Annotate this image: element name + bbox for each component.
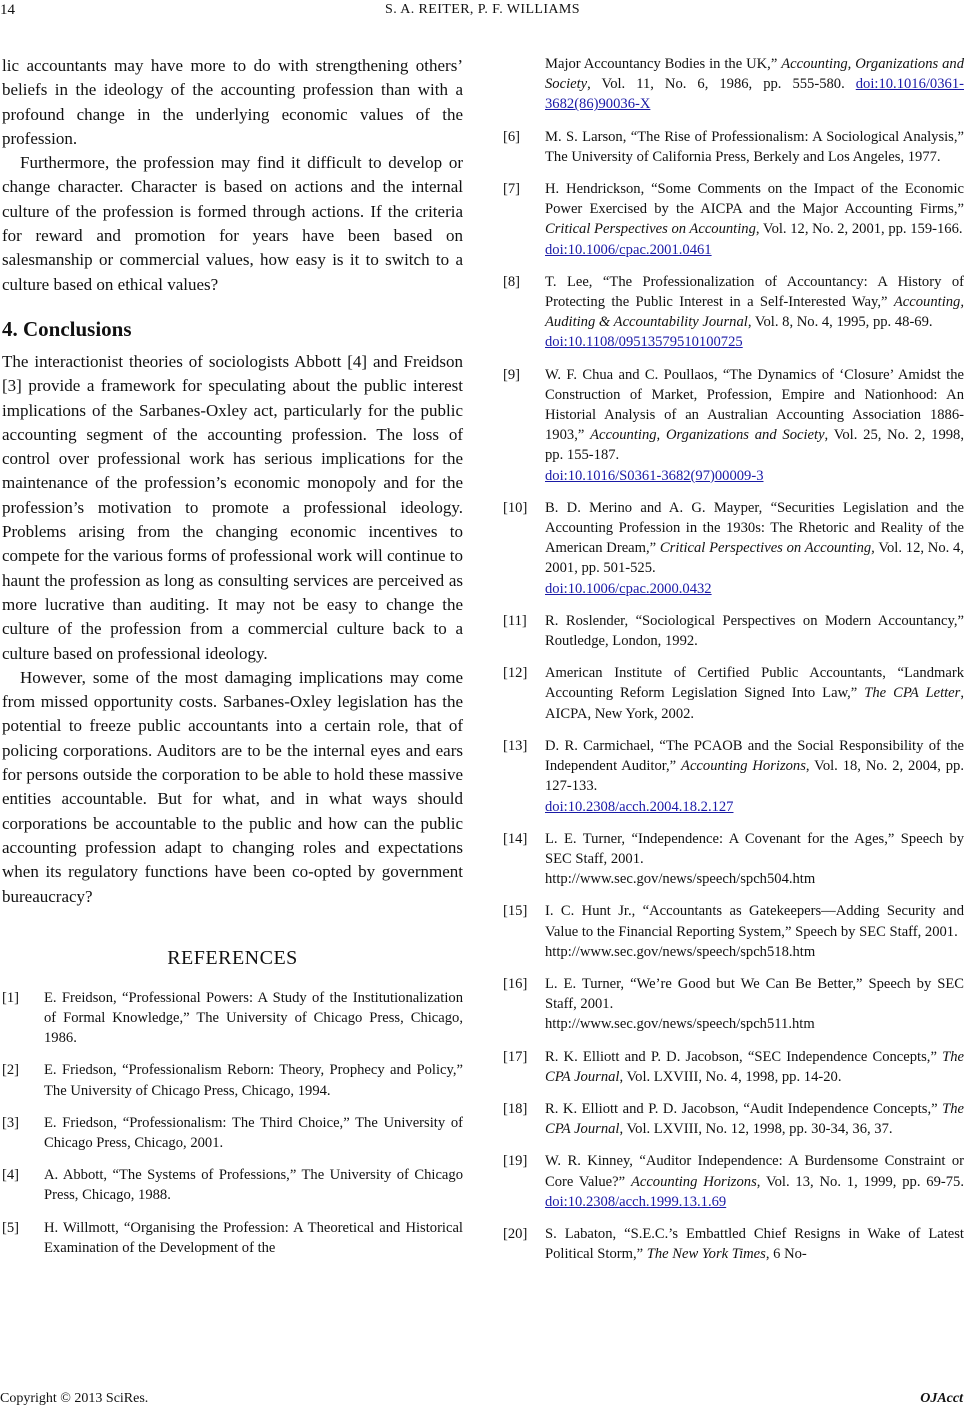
reference-text	[545, 1151, 964, 1212]
reference-number: [9]	[503, 366, 521, 383]
reference-body: R. Roslender, “Sociological Perspectives on Modern Accountancy,” Routledge, London, 1992.	[545, 612, 964, 650]
doi-link[interactable]: doi:10.1006/cpac.2001.0461	[545, 241, 712, 258]
reference-number: [1]	[2, 989, 20, 1006]
reference-body: L. E. Turner, “We’re Good but We Can Be Better,” Speech by SEC Staff, 2001.	[545, 975, 964, 1013]
reference-body: American Institute of Certified Public Accountants, “Landmark Accounting Reform Legislation Signed Into Law,”	[545, 665, 964, 702]
reference-text	[545, 1047, 964, 1087]
reference-number: [19]	[503, 1153, 528, 1170]
doi-link[interactable]: doi:10.1016/0361-3682(86)90036-X	[545, 76, 964, 113]
right-column	[503, 54, 964, 1276]
reference-text	[545, 272, 964, 353]
paragraph: The interactionist theories of sociologists Abbott [4] and Freidson [3] provide a framework for speculating about the public interest implications of the Sarbanes-Oxley act, particularly for the public accounting segment of the accounting profession. The loss of control over professional work has serious implications for the maintenance of the profession’s economic monopoly and for the profession’s motivation to promote a professional ideology. Problems arising from the changing economic incentives to compete for the various forms of professional work will continue to haunt the profession as long as consulting services are perceived as more lucrative than auditing. It may not be easy to change the culture of the profession from a commercial culture back to a culture based on professional ideology.	[2, 351, 463, 663]
reference-item	[2, 1218, 463, 1258]
left-column	[2, 54, 463, 1270]
reference-text	[545, 974, 964, 1035]
reference-source-title: Accounting Horizons	[681, 758, 806, 775]
reference-list	[503, 54, 964, 1264]
reference-number: [11]	[503, 612, 527, 629]
reference-item	[503, 829, 964, 890]
reference-body: H. Hendrickson, “Some Comments on the Impact of the Economic Power Exercised by the AICPA and the Major Accounting Firms,”	[545, 181, 964, 218]
reference-text	[545, 1224, 964, 1264]
reference-source-title: Critical Perspectives on Accounting,	[659, 540, 875, 557]
reference-text	[545, 736, 964, 817]
reference-url: http://www.sec.gov/news/speech/spch504.htm	[545, 871, 816, 888]
reference-text	[545, 54, 964, 115]
reference-details: Vol. 12, No. 4, 2001, pp. 501-525.	[545, 540, 964, 577]
reference-body: M. S. Larson, “The Rise of Professionalism: A Sociological Analysis,” The University of California Press, Berkely and Los Angeles, 1977.	[545, 128, 964, 165]
reference-body: E. Friedson, “Professionalism Reborn: Theory, Prophecy and Policy,” The University of Chicago Press, Chicago, 1994.	[44, 1062, 463, 1099]
reference-url: http://www.sec.gov/news/speech/spch511.htm	[545, 1016, 815, 1033]
reference-number: [2]	[2, 1062, 20, 1079]
reference-item	[503, 1099, 964, 1139]
reference-number: [8]	[503, 273, 521, 290]
reference-text	[545, 829, 964, 890]
section-heading: 4. Conclusions	[2, 316, 132, 341]
reference-number: [12]	[503, 665, 528, 682]
doi-link[interactable]: doi:10.2308/acch.2004.18.2.127	[545, 798, 734, 815]
page-number: 14	[0, 2, 15, 18]
reference-text	[545, 365, 964, 486]
reference-item	[2, 1165, 463, 1205]
paragraph: Furthermore, the profession may find it difficult to develop or change character. Character is based on actions and the internal culture of the profession is formed through actions. If the criteria for reward and promotion for years have been based on salesmanship or commercial values, how easy is it to switch to a culture based on ethical values?	[2, 153, 463, 294]
reference-number: [15]	[503, 903, 528, 920]
reference-source-title: Accounting, Auditing & Accountability Journal	[545, 294, 964, 331]
reference-number: [16]	[503, 975, 528, 992]
reference-item	[503, 611, 964, 651]
reference-details: , Vol. 12, No. 2, 2001, pp. 159-166.	[755, 221, 963, 238]
doi-link[interactable]: doi:10.1006/cpac.2000.0432	[545, 580, 712, 597]
reference-item	[503, 272, 964, 353]
reference-text	[545, 663, 964, 724]
reference-number: [18]	[503, 1100, 528, 1117]
reference-number: [3]	[2, 1114, 20, 1131]
reference-text	[545, 498, 964, 599]
reference-source-title: Critical Perspectives on Accounting	[545, 221, 756, 238]
reference-body: R. K. Elliott and P. D. Jacobson, “Audit Independence Concepts,”	[545, 1100, 943, 1117]
reference-body: E. Freidson, “Professional Powers: A Study of the Institutionalization of Formal Knowledge,” The University of Chicago Press, Chicago, 1986.	[44, 989, 463, 1047]
reference-item	[503, 1224, 964, 1264]
reference-number: [20]	[503, 1225, 528, 1242]
page-header	[0, 0, 965, 26]
reference-body: L. E. Turner, “Independence: A Covenant for the Ages,” Speech by SEC Staff, 2001.	[545, 830, 964, 867]
reference-text	[44, 988, 463, 1049]
reference-body: I. C. Hunt Jr., “Accountants as Gatekeepers—Adding Security and Value to the Financial Reporting System,” Speech by SEC Staff, 2001.	[545, 903, 964, 940]
reference-number: [6]	[503, 128, 521, 145]
reference-item	[503, 1151, 964, 1212]
reference-item	[503, 1047, 964, 1087]
reference-source-title: The CPA Letter	[864, 685, 961, 702]
reference-url: http://www.sec.gov/news/speech/spch518.htm	[545, 943, 816, 960]
reference-number: [5]	[2, 1219, 20, 1236]
reference-number: [7]	[503, 181, 521, 198]
reference-text	[545, 127, 964, 167]
reference-item	[2, 988, 463, 1049]
running-title: S. A. REITER, P. F. WILLIAMS	[385, 2, 580, 17]
reference-number: [10]	[503, 499, 528, 516]
reference-details: , 6 No-	[765, 1246, 807, 1263]
reference-item	[503, 901, 964, 962]
reference-text	[545, 901, 964, 962]
reference-item	[2, 1113, 463, 1153]
reference-item	[503, 365, 964, 486]
reference-text	[44, 1165, 463, 1205]
reference-source-title: The CPA Journal	[545, 1100, 964, 1138]
reference-body: W. R. Kinney, “Auditor Independence: A Burdensome Constraint or Core Value?”	[545, 1153, 964, 1190]
reference-item	[503, 127, 964, 167]
reference-details: , Vol. LXVIII, No. 12, 1998, pp. 30-34, 36, 37.	[619, 1121, 893, 1138]
copyright-notice: Copyright © 2013 SciRes.	[0, 1391, 149, 1406]
reference-body: R. K. Elliott and P. D. Jacobson, “SEC Independence Concepts,”	[545, 1048, 943, 1065]
reference-body: W. F. Chua and C. Poullaos, “The Dynamics of ‘Closure’ Amidst the Construction of Market, Profession, Empire and Nationhood: An Historial Analysis of an Australian Accounting Association 1886-1903,”	[545, 366, 964, 444]
reference-text	[44, 1113, 463, 1153]
reference-details: , AICPA, New York, 2002.	[545, 685, 964, 722]
reference-item	[503, 663, 964, 724]
reference-source-title: Accounting Horizons	[630, 1173, 757, 1190]
reference-text	[44, 1218, 463, 1258]
reference-body: A. Abbott, “The Systems of Professions,” The University of Chicago Press, Chicago, 1988.	[44, 1167, 463, 1204]
paragraph: lic accountants may have more to do with strengthening others’ beliefs in the ideology of the accounting profession than with a profound change in the underlying economic values of the profession.	[2, 56, 463, 148]
references-heading: REFERENCES	[167, 946, 298, 969]
reference-details: , Vol. 11, No. 6, 1986, pp. 555-580.	[587, 76, 856, 93]
reference-item	[503, 54, 964, 115]
reference-body: H. Willmott, “Organising the Profession: A Theoretical and Historical Examination of the Development of the	[44, 1219, 463, 1256]
reference-source-title: The CPA Journal	[545, 1048, 964, 1085]
reference-source-title: Accounting, Organizations and Society	[590, 427, 825, 444]
reference-text	[545, 1099, 964, 1139]
reference-item	[503, 179, 964, 260]
reference-number: [17]	[503, 1048, 528, 1065]
reference-body: S. Labaton, “S.E.C.’s Embattled Chief Resigns in Wake of Latest Political Storm,”	[545, 1225, 964, 1263]
reference-number: [4]	[2, 1167, 20, 1184]
reference-text	[44, 1060, 463, 1100]
doi-link[interactable]: doi:10.2308/acch.1999.13.1.69	[545, 1193, 727, 1210]
reference-source-title: The New York Times	[646, 1246, 766, 1263]
reference-number: [14]	[503, 830, 528, 847]
reference-text	[545, 611, 964, 651]
reference-details: , Vol. 18, No. 2, 2004, pp. 127-133.	[545, 758, 964, 795]
reference-item	[503, 498, 964, 599]
reference-body: B. D. Merino and A. G. Mayper, “Securities Legislation and the Accounting Profession in the 1930s: The Rhetoric and Reality of the American Dream,”	[545, 499, 964, 557]
journal-abbrev: OJAcct	[920, 1391, 963, 1406]
reference-details: , Vol. 25, No. 2, 1998, pp. 155-187.	[545, 427, 964, 464]
paragraph: However, some of the most damaging implications may come from missed opportunity costs. Sarbanes-Oxley legislation has the potential to freeze public accountants into a certain role, that of policing corporations. Auditors are to be the internal eyes and ears for persons outside the corporation to be able to hold these massive entities accountable. But for what, and in what ways should corporations be accountable to the public and how can the public accounting profession adapt to changing roles and expectations when its regulatory functions have been co-opted by government bureaucracy?	[2, 667, 463, 906]
reference-body: E. Friedson, “Professionalism: The Third Choice,” The University of Chicago Press, Chicago, 2001.	[44, 1114, 463, 1152]
reference-body: Major Accountancy Bodies in the UK,”	[545, 56, 782, 72]
reference-body: D. R. Carmichael, “The PCAOB and the Social Responsibility of the Independent Auditor,”	[545, 737, 964, 775]
doi-link[interactable]: doi:10.1108/09513579510100725	[545, 334, 743, 351]
reference-item	[503, 736, 964, 817]
reference-list	[2, 988, 463, 1258]
reference-item	[2, 1060, 463, 1100]
reference-number	[503, 54, 545, 115]
reference-details: , Vol. 13, No. 1, 1999, pp. 69-75.	[756, 1173, 964, 1190]
reference-item	[503, 974, 964, 1035]
doi-link[interactable]: doi:10.1016/S0361-3682(97)00009-3	[545, 467, 764, 484]
reference-source-title: Accounting, Organizations and Society	[545, 56, 964, 93]
reference-text	[545, 179, 964, 260]
reference-body: T. Lee, “The Professionalization of Accountancy: A History of Protecting the Public Interest in a Self-Interested Way,”	[545, 273, 964, 311]
reference-details: , Vol. LXVIII, No. 4, 1998, pp. 14-20.	[619, 1068, 842, 1085]
reference-number: [13]	[503, 737, 528, 754]
reference-details: , Vol. 8, No. 4, 1995, pp. 48-69.	[747, 314, 933, 331]
